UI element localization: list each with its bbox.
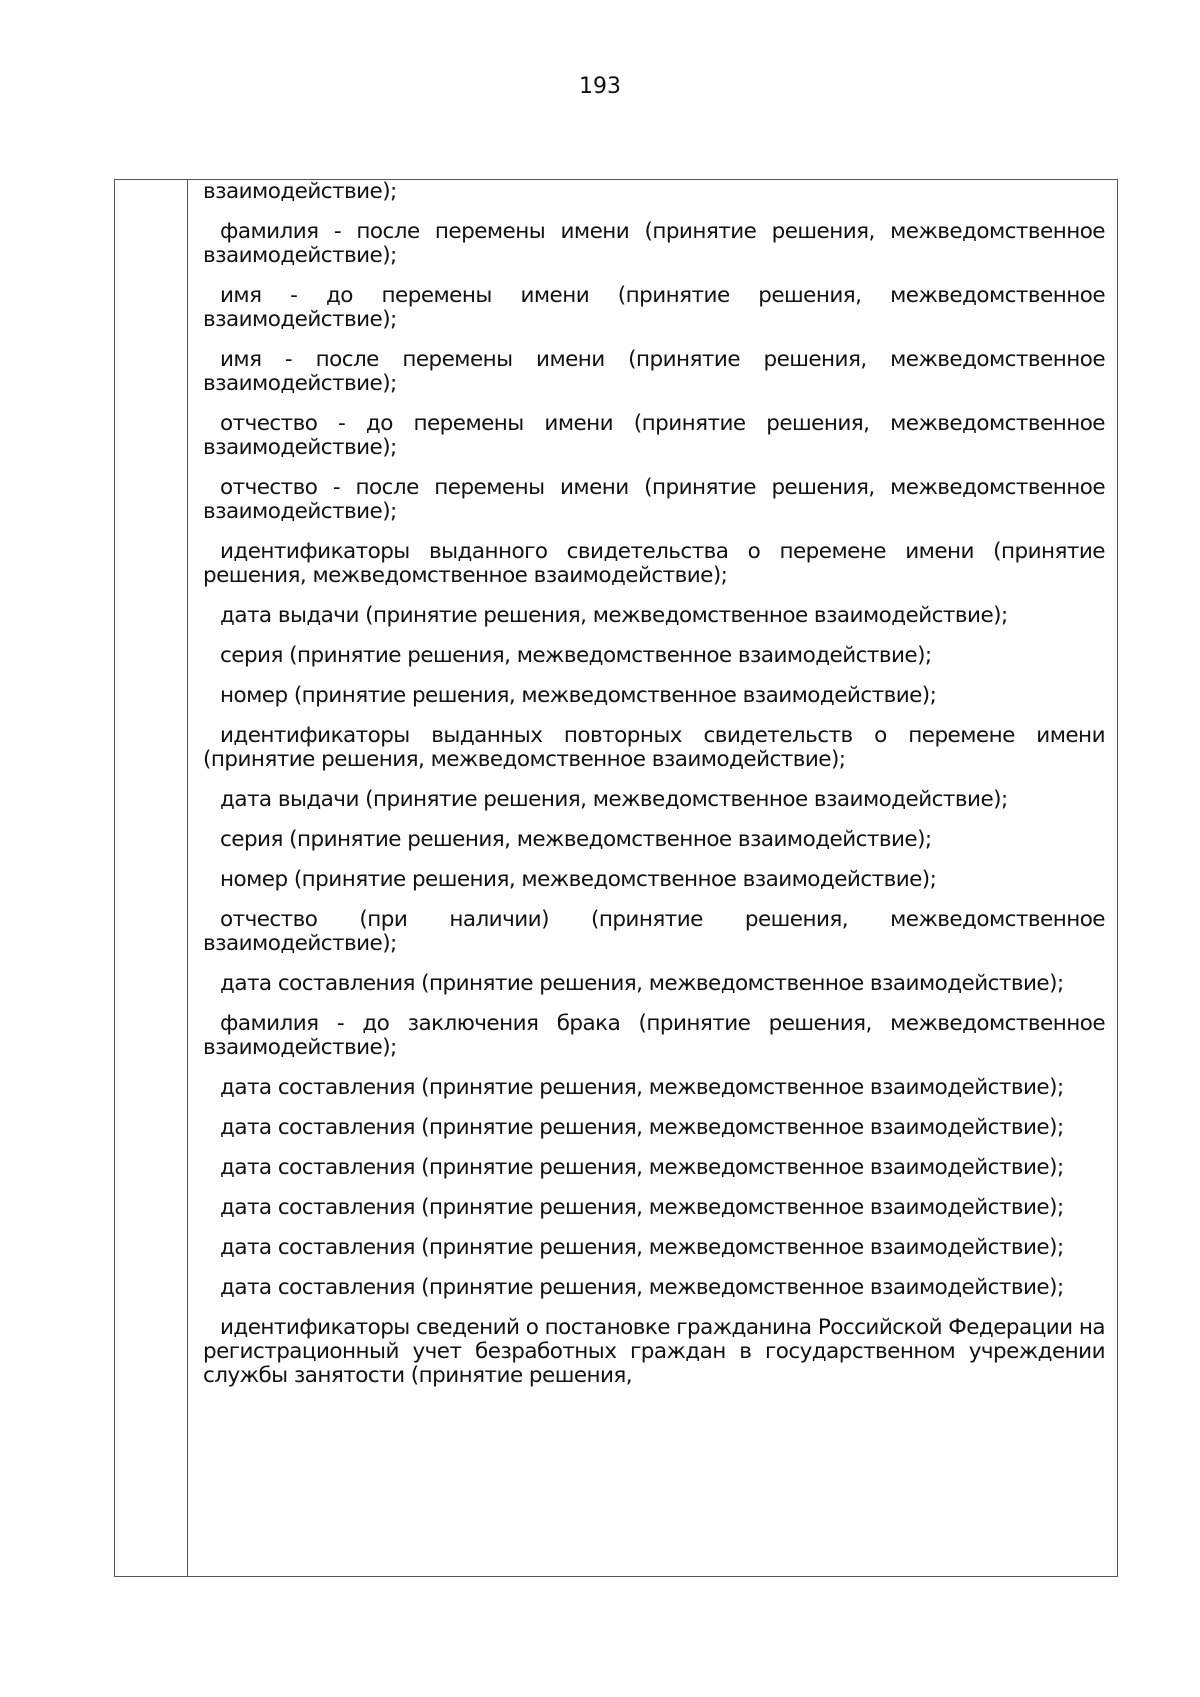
- table-paragraph: номер (принятие решения, межведомственное взаимодействие);: [220, 867, 937, 892]
- document-table: [114, 179, 1118, 1577]
- table-paragraph: дата составления (принятие решения, межведомственное взаимодействие);: [220, 1155, 1064, 1180]
- table-paragraph: фамилия - до заключения брака (принятие решения, межведомственное взаимодействие);: [203, 1011, 1105, 1060]
- table-paragraph: дата составления (принятие решения, межведомственное взаимодействие);: [220, 1275, 1064, 1300]
- table-paragraph: отчество - после перемены имени (принятие решения, межведомственное взаимодействие);: [203, 475, 1105, 524]
- table-paragraph: номер (принятие решения, межведомственное взаимодействие);: [220, 683, 937, 708]
- table-paragraph: дата составления (принятие решения, межведомственное взаимодействие);: [220, 971, 1064, 996]
- table-paragraph: отчество (при наличии) (принятие решения, межведомственное взаимодействие);: [203, 907, 1105, 956]
- table-paragraph: имя - до перемены имени (принятие решения, межведомственное взаимодействие);: [203, 283, 1105, 332]
- table-left-column: [115, 180, 188, 1576]
- table-paragraph: дата составления (принятие решения, межведомственное взаимодействие);: [220, 1235, 1064, 1260]
- table-paragraph: серия (принятие решения, межведомственное взаимодействие);: [220, 827, 932, 852]
- table-paragraph: идентификаторы выданных повторных свидетельств о перемене имени (принятие решения, межведомственное взаимодействие);: [203, 723, 1105, 772]
- table-paragraph: взаимодействие);: [203, 179, 397, 204]
- table-paragraph: идентификаторы выданного свидетельства о перемене имени (принятие решения, межведомственное взаимодействие);: [203, 539, 1105, 588]
- table-paragraph: идентификаторы сведений о постановке гражданина Российской Федерации на регистрационный учет безработных граждан в государственном учреждении службы занятости (принятие решения,: [203, 1315, 1105, 1388]
- table-paragraph: дата выдачи (принятие решения, межведомственное взаимодействие);: [220, 787, 1008, 812]
- table-paragraph: дата составления (принятие решения, межведомственное взаимодействие);: [220, 1115, 1064, 1140]
- table-right-column: [188, 180, 1117, 1576]
- table-paragraph: дата составления (принятие решения, межведомственное взаимодействие);: [220, 1075, 1064, 1100]
- table-paragraph: дата составления (принятие решения, межведомственное взаимодействие);: [220, 1195, 1064, 1220]
- table-paragraph: отчество - до перемены имени (принятие решения, межведомственное взаимодействие);: [203, 411, 1105, 460]
- table-paragraph: имя - после перемены имени (принятие решения, межведомственное взаимодействие);: [203, 347, 1105, 396]
- table-paragraph: дата выдачи (принятие решения, межведомственное взаимодействие);: [220, 603, 1008, 628]
- table-paragraph: фамилия - после перемены имени (принятие решения, межведомственное взаимодействие);: [203, 219, 1105, 268]
- table-paragraph: серия (принятие решения, межведомственное взаимодействие);: [220, 643, 932, 668]
- page-number: 193: [579, 74, 621, 99]
